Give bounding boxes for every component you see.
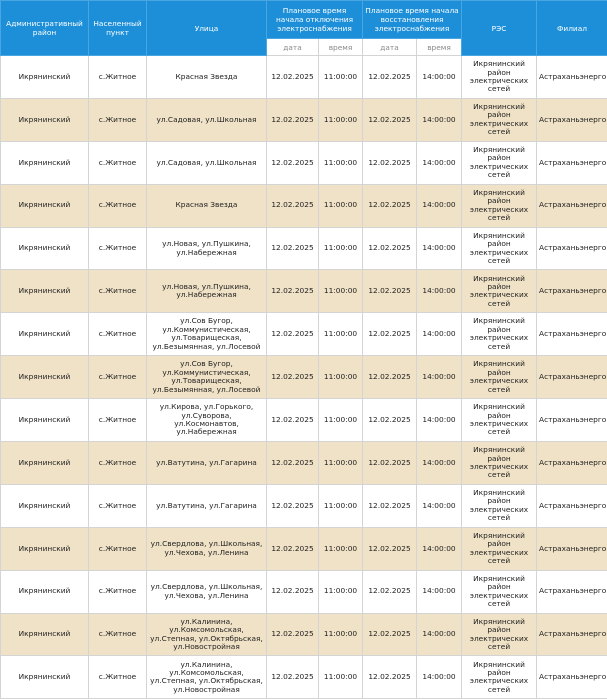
cell-district: Икрянинский [1,484,89,527]
cell-district: Икрянинский [1,141,89,184]
cell-branch: Астраханьэнерго [537,98,607,141]
cell-on-date: 12.02.2025 [363,56,417,99]
cell-off-date: 12.02.2025 [267,484,319,527]
header-street: Улица [147,1,267,56]
cell-locality: с.Житное [89,656,147,699]
cell-locality: с.Житное [89,570,147,613]
cell-district: Икрянинский [1,98,89,141]
cell-district: Икрянинский [1,56,89,99]
cell-branch: Астраханьэнерго [537,313,607,356]
cell-district: Икрянинский [1,270,89,313]
cell-on-date: 12.02.2025 [363,656,417,699]
cell-off-date: 12.02.2025 [267,356,319,399]
cell-off-date: 12.02.2025 [267,98,319,141]
cell-district: Икрянинский [1,356,89,399]
cell-off-time: 11:00:00 [319,442,363,485]
cell-district: Икрянинский [1,656,89,699]
cell-locality: с.Житное [89,484,147,527]
cell-res: Икрянинский район электрических сетей [462,570,537,613]
cell-on-time: 14:00:00 [417,484,462,527]
cell-res: Икрянинский район электрических сетей [462,656,537,699]
cell-off-time: 11:00:00 [319,56,363,99]
cell-off-date: 12.02.2025 [267,527,319,570]
cell-on-date: 12.02.2025 [363,270,417,313]
cell-on-time: 14:00:00 [417,270,462,313]
cell-district: Икрянинский [1,399,89,442]
cell-off-time: 11:00:00 [319,399,363,442]
header-on-time: время [417,39,462,56]
cell-on-date: 12.02.2025 [363,356,417,399]
table-row [1,56,607,99]
cell-on-time: 14:00:00 [417,313,462,356]
cell-on-date: 12.02.2025 [363,184,417,227]
table-header [1,1,607,56]
cell-street: ул.Кирова, ул.Горького, ул.Суворова, ул.Космонавтов, ул.Набережная [147,399,267,442]
table-row [1,484,607,527]
cell-on-date: 12.02.2025 [363,227,417,270]
table-row [1,356,607,399]
cell-street: Красная Звезда [147,184,267,227]
cell-branch: Астраханьэнерго [537,356,607,399]
cell-off-date: 12.02.2025 [267,656,319,699]
cell-off-date: 12.02.2025 [267,141,319,184]
cell-street: ул.Ватутина, ул.Гагарина [147,442,267,485]
cell-locality: с.Житное [89,399,147,442]
cell-on-time: 14:00:00 [417,656,462,699]
cell-off-date: 12.02.2025 [267,442,319,485]
table-row [1,227,607,270]
table-row [1,656,607,699]
cell-branch: Астраханьэнерго [537,56,607,99]
cell-res: Икрянинский район электрических сетей [462,613,537,656]
cell-res: Икрянинский район электрических сетей [462,184,537,227]
table-row [1,184,607,227]
cell-off-time: 11:00:00 [319,141,363,184]
cell-res: Икрянинский район электрических сетей [462,484,537,527]
cell-on-time: 14:00:00 [417,613,462,656]
cell-res: Икрянинский район электрических сетей [462,442,537,485]
cell-on-date: 12.02.2025 [363,442,417,485]
cell-street: ул.Новая, ул.Пушкина, ул.Набережная [147,227,267,270]
cell-street: ул.Калинина, ул.Комсомольская, ул.Степная, ул.Октябрьская, ул.Новостройная [147,656,267,699]
cell-locality: с.Житное [89,442,147,485]
cell-res: Икрянинский район электрических сетей [462,141,537,184]
header-district: Административный район [1,1,89,56]
cell-off-time: 11:00:00 [319,313,363,356]
cell-on-time: 14:00:00 [417,399,462,442]
cell-street: ул.Садовая, ул.Школьная [147,98,267,141]
cell-off-date: 12.02.2025 [267,399,319,442]
cell-off-time: 11:00:00 [319,227,363,270]
cell-on-time: 14:00:00 [417,98,462,141]
cell-off-date: 12.02.2025 [267,270,319,313]
cell-on-date: 12.02.2025 [363,527,417,570]
cell-off-time: 11:00:00 [319,270,363,313]
header-restore-planned: Плановое время начала восстановления электроснабжения [363,1,462,39]
cell-street: ул.Ватутина, ул.Гагарина [147,484,267,527]
cell-off-date: 12.02.2025 [267,570,319,613]
cell-off-time: 11:00:00 [319,184,363,227]
cell-off-date: 12.02.2025 [267,613,319,656]
cell-branch: Астраханьэнерго [537,399,607,442]
cell-branch: Астраханьэнерго [537,141,607,184]
cell-district: Икрянинский [1,184,89,227]
cell-district: Икрянинский [1,613,89,656]
cell-on-date: 12.02.2025 [363,484,417,527]
cell-district: Икрянинский [1,442,89,485]
header-on-date: дата [363,39,417,56]
cell-on-time: 14:00:00 [417,527,462,570]
cell-district: Икрянинский [1,227,89,270]
cell-on-date: 12.02.2025 [363,98,417,141]
cell-locality: с.Житное [89,527,147,570]
cell-street: ул.Сов Бугор, ул.Коммунистическая, ул.Товарищеская, ул.Безымянная, ул.Лосевой [147,313,267,356]
cell-off-time: 11:00:00 [319,613,363,656]
cell-street: ул.Свердлова, ул.Школьная, ул.Чехова, ул.Ленина [147,527,267,570]
cell-on-date: 12.02.2025 [363,570,417,613]
cell-res: Икрянинский район электрических сетей [462,356,537,399]
cell-res: Икрянинский район электрических сетей [462,270,537,313]
cell-branch: Астраханьэнерго [537,613,607,656]
cell-on-time: 14:00:00 [417,184,462,227]
cell-locality: с.Житное [89,313,147,356]
cell-off-time: 11:00:00 [319,356,363,399]
cell-branch: Астраханьэнерго [537,227,607,270]
cell-off-date: 12.02.2025 [267,227,319,270]
cell-on-time: 14:00:00 [417,141,462,184]
header-off-time: время [319,39,363,56]
cell-street: Красная Звезда [147,56,267,99]
cell-locality: с.Житное [89,613,147,656]
cell-off-time: 11:00:00 [319,484,363,527]
cell-district: Икрянинский [1,527,89,570]
table-row [1,399,607,442]
cell-on-time: 14:00:00 [417,442,462,485]
header-branch: Филиал [537,1,607,56]
cell-on-time: 14:00:00 [417,227,462,270]
cell-street: ул.Садовая, ул.Школьная [147,141,267,184]
table-row [1,570,607,613]
cell-street: ул.Сов Бугор, ул.Коммунистическая, ул.Товарищеская, ул.Безымянная, ул.Лосевой [147,356,267,399]
cell-locality: с.Житное [89,270,147,313]
cell-street: ул.Свердлова, ул.Школьная, ул.Чехова, ул.Ленина [147,570,267,613]
cell-on-time: 14:00:00 [417,356,462,399]
cell-off-date: 12.02.2025 [267,56,319,99]
cell-on-time: 14:00:00 [417,56,462,99]
cell-on-date: 12.02.2025 [363,141,417,184]
cell-district: Икрянинский [1,570,89,613]
cell-locality: с.Житное [89,56,147,99]
table-row [1,270,607,313]
cell-off-time: 11:00:00 [319,570,363,613]
cell-on-date: 12.02.2025 [363,399,417,442]
cell-on-date: 12.02.2025 [363,313,417,356]
cell-locality: с.Житное [89,98,147,141]
header-res: РЭС [462,1,537,56]
cell-res: Икрянинский район электрических сетей [462,227,537,270]
cell-off-time: 11:00:00 [319,527,363,570]
cell-res: Икрянинский район электрических сетей [462,56,537,99]
table-row [1,313,607,356]
cell-res: Икрянинский район электрических сетей [462,399,537,442]
cell-district: Икрянинский [1,313,89,356]
cell-res: Икрянинский район электрических сетей [462,313,537,356]
cell-branch: Астраханьэнерго [537,270,607,313]
cell-street: ул.Новая, ул.Пушкина, ул.Набережная [147,270,267,313]
cell-branch: Астраханьэнерго [537,442,607,485]
table-row [1,98,607,141]
cell-off-time: 11:00:00 [319,656,363,699]
cell-locality: с.Житное [89,227,147,270]
table-row [1,527,607,570]
cell-street: ул.Калинина, ул.Комсомольская, ул.Степная, ул.Октябрьская, ул.Новостройная [147,613,267,656]
table-row [1,442,607,485]
cell-off-date: 12.02.2025 [267,313,319,356]
header-locality: Населенный пункт [89,1,147,56]
cell-branch: Астраханьэнерго [537,570,607,613]
cell-locality: с.Житное [89,141,147,184]
header-off-date: дата [267,39,319,56]
table-row [1,141,607,184]
cell-off-date: 12.02.2025 [267,184,319,227]
table-body [1,56,607,699]
cell-branch: Астраханьэнерго [537,527,607,570]
cell-off-time: 11:00:00 [319,98,363,141]
cell-branch: Астраханьэнерго [537,656,607,699]
cell-locality: с.Житное [89,184,147,227]
cell-locality: с.Житное [89,356,147,399]
header-outage-planned: Плановое время начала отключения электроснабжения [267,1,363,39]
cell-branch: Астраханьэнерго [537,484,607,527]
cell-on-time: 14:00:00 [417,570,462,613]
table-row [1,613,607,656]
cell-res: Икрянинский район электрических сетей [462,527,537,570]
cell-on-date: 12.02.2025 [363,613,417,656]
cell-branch: Астраханьэнерго [537,184,607,227]
cell-res: Икрянинский район электрических сетей [462,98,537,141]
